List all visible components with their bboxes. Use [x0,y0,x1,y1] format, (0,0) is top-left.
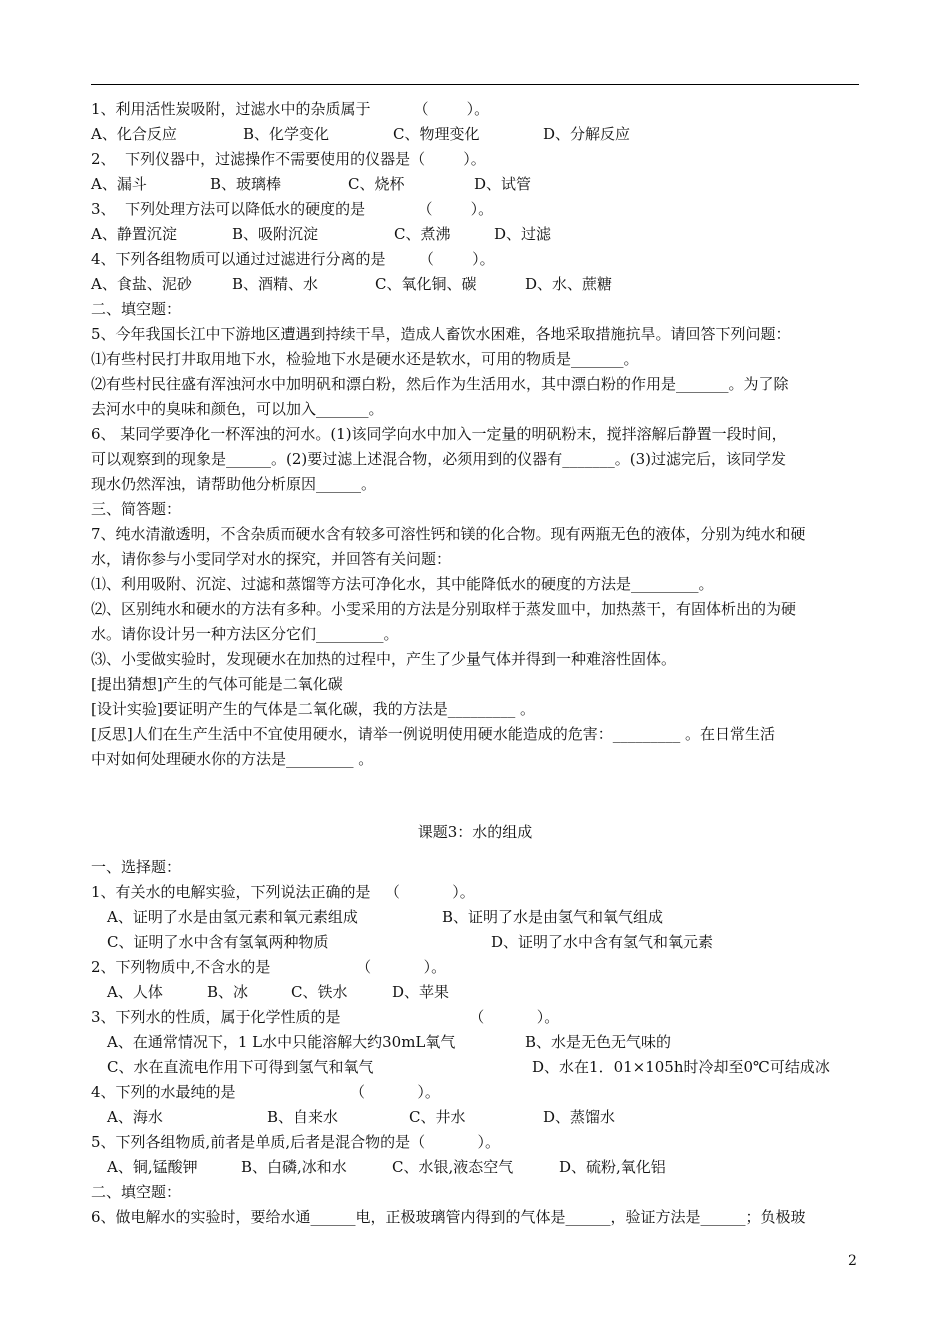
question-7-cont: 水，请你参与小雯同学对水的探究，并回答有关问题： [91,550,452,568]
options-p3-row-2 [107,1057,859,1077]
question-p2: 2、下列物质中,不含水的是 （ ）。 [91,958,447,976]
section-heading-short-answer: 三、简答题： [91,500,182,518]
option-c: C、煮沸 [394,225,451,243]
question-7: 7、纯水清澈透明，不含杂质而硬水含有较多可溶性钙和镁的化合物。现有两瓶无色的液体，分别为纯水和硬 [91,525,806,543]
question-5-part-2-cont: 去河水中的臭味和颜色，可以加入_______。 [91,400,384,418]
option-d: D、证明了水中含有氢气和氧元素 [491,933,714,951]
option-c: C、铁水 [291,983,348,1001]
option-b: B、水是无色无气味的 [525,1033,672,1051]
section-heading-fill-2: 二、填空题： [91,1183,182,1201]
option-d: D、过滤 [494,225,552,243]
question-6: 6、 某同学要净化一杯浑浊的河水。(1)该同学向水中加入一定量的明矾粉末，搅拌溶解后静置一段时间， [91,425,787,443]
option-a: A、在通常情况下，1 L水中只能溶解大约30mL氧气 [107,1033,456,1051]
question-p1: 1、有关水的电解实验，下列说法正确的是 （ ）。 [91,883,475,901]
question-7-part-3: ⑶、小雯做实验时，发现硬水在加热的过程中，产生了少量气体并得到一种难溶性固体。 [91,650,677,668]
section-heading-choice: 一、选择题： [91,858,182,876]
option-a: A、人体 [107,983,163,1001]
option-a: A、静置沉淀 [91,225,177,243]
option-c: C、证明了水中含有氢氧两种物质 [107,933,329,951]
options-p1-row-2 [107,932,851,952]
header-rule [91,84,859,85]
option-a: A、食盐、泥砂 [91,275,192,293]
options-q1 [91,124,851,144]
option-d: D、硫粉,氧化铝 [559,1158,666,1176]
question-7-part-2-cont: 水。请你设计另一种方法区分它们_________。 [91,625,399,643]
option-c: C、水银,液态空气 [392,1158,514,1176]
option-d: D、蒸馏水 [543,1108,616,1126]
option-c: C、烧杯 [348,175,405,193]
section-heading-fill: 二、填空题： [91,300,182,318]
options-p4 [107,1107,851,1127]
option-a: A、漏斗 [91,175,147,193]
option-d: D、水、蔗糖 [525,275,613,293]
option-d: D、分解反应 [543,125,631,143]
question-6-cont-2: 现水仍然浑浊，请帮助他分析原因______。 [91,475,377,493]
question-5: 5、今年我国长江中下游地区遭遇到持续干旱，造成人畜饮水困难，各地采取措施抗旱。请回答下列问题： [91,325,791,343]
options-q2 [91,174,851,194]
option-b: B、化学变化 [243,125,330,143]
question-6-cont: 可以观察到的现象是______。(2)要过滤上述混合物，必须用到的仪器有_______。(3)过滤完后，该同学发 [91,450,786,468]
option-b: B、冰 [207,983,249,1001]
options-p3-row-1 [107,1032,851,1052]
question-p3: 3、下列水的性质，属于化学性质的是 （ ）。 [91,1008,560,1026]
option-d: D、苹果 [392,983,450,1001]
option-c: C、氧化铜、碳 [375,275,477,293]
question-p6: 6、做电解水的实验时，要给水通______电，正极玻璃管内得到的气体是______，验证方法是______；负极玻 [91,1208,806,1226]
option-a: A、化合反应 [91,125,177,143]
option-a: A、海水 [107,1108,163,1126]
option-b: B、玻璃棒 [210,175,282,193]
page-number: 2 [848,1253,857,1269]
question-7-part-1: ⑴、利用吸附、沉淀、过滤和蒸馏等方法可净化水，其中能降低水的硬度的方法是_________。 [91,575,714,593]
question-p4: 4、下列的水最纯的是 （ ）。 [91,1083,440,1101]
experiment-design-line: [设计实验]要证明产生的气体是二氧化碳，我的方法是_________ 。 [91,700,535,718]
question-2: 2、 下列仪器中，过滤操作不需要使用的仪器是（ ）。 [91,150,486,168]
reflection-line-cont: 中对如何处理硬水你的方法是_________ 。 [91,750,374,768]
option-b: B、自来水 [267,1108,339,1126]
option-b: B、酒精、水 [232,275,319,293]
option-b: B、证明了水是由氢气和氧气组成 [442,908,664,926]
options-p2 [107,982,851,1002]
question-7-part-2: ⑵、区别纯水和硬水的方法有多种。小雯采用的方法是分别取样于蒸发皿中，加热蒸干，有固体析出的为硬 [91,600,797,618]
question-p5: 5、下列各组物质,前者是单质,后者是混合物的是（ ）。 [91,1133,501,1151]
question-4: 4、下列各组物质可以通过过滤进行分离的是 （ ）。 [91,250,495,268]
options-q4 [91,274,851,294]
option-c: C、井水 [409,1108,466,1126]
option-a: A、证明了水是由氢元素和氧元素组成 [107,908,358,926]
option-d: D、试管 [474,175,532,193]
option-d: D、水在1．01×105h时冷却至0℃可结成冰 [532,1058,830,1076]
hypothesis-line: [提出猜想]产生的气体可能是二氧化碳 [91,675,343,693]
option-b: B、吸附沉淀 [232,225,319,243]
question-5-part-2: ⑵有些村民往盛有浑浊河水中加明矾和漂白粉，然后作为生活用水，其中漂白粉的作用是_______。为了除 [91,375,789,393]
reflection-line: [反思]人们在生产生活中不宜使用硬水，请举一例说明使用硬水能造成的危害：_________ 。在日常生活 [91,725,775,743]
option-c: C、物理变化 [393,125,480,143]
question-1: 1、利用活性炭吸附，过滤水中的杂质属于 （ ）。 [91,100,490,118]
section-title: 课题3：水的组成 [417,823,533,841]
question-5-part-1: ⑴有些村民打井取用地下水，检验地下水是硬水还是软水，可用的物质是_______。 [91,350,639,368]
options-q3 [91,224,851,244]
options-p1-row-1 [107,907,851,927]
option-c: C、水在直流电作用下可得到氢气和氧气 [107,1058,374,1076]
option-b: B、白磷,冰和水 [241,1158,347,1176]
option-a: A、铜,锰酸钾 [107,1158,198,1176]
question-3: 3、 下列处理方法可以降低水的硬度的是 （ ）。 [91,200,494,218]
options-p5 [107,1157,851,1177]
